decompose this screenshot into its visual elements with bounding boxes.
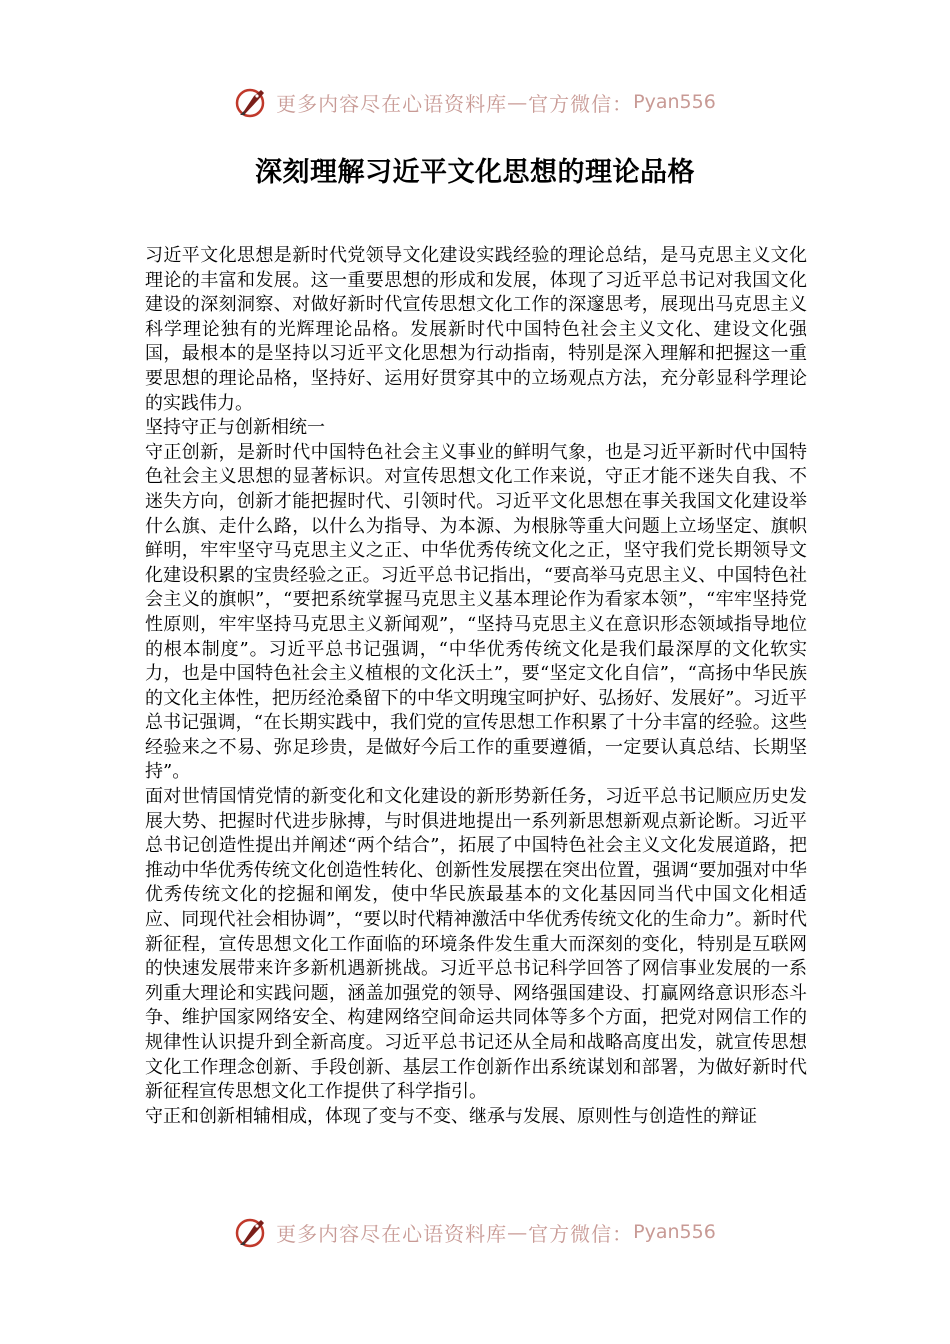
- footer-banner: [0, 1210, 950, 1254]
- banner-dash: —: [507, 1220, 529, 1244]
- pen-nib-logo-icon: [234, 1214, 270, 1250]
- section-heading: 坚持守正与创新相统一: [145, 417, 325, 439]
- banner-label: 官方微信：: [528, 1221, 634, 1246]
- paragraph: 守正创新，是新时代中国特色社会主义事业的鲜明气象，也是习近平新时代中国特色社会主义思想的显著标识。对宣传思想文化工作来说，守正才能不迷失自我、不迷失方向，创新才能把握时代、引领时代。习近平文化思想在事关我国文化建设举什么旗、走什么路，以什么为指导、为本源、为根脉等重大问题上立场坚定、旗帜鲜明，牢牢坚守马克思主义之正、中华优秀传统文化之正，坚守我们党长期领导文化建设积累的宝贵经验之正。习近平总书记指出，“要高举马克思主义、中国特色社会主义的旗帜”，“要把系统掌握马克思主义基本理论作为看家本领”，“牢牢坚持党性原则，牢牢坚持马克思主义新闻观”，“坚持马克思主义在意识形态领域指导地位的根本制度”。习近平总书记强调，“中华优秀传统文化是我们最深厚的文化软实力，也是中国特色社会主义植根的文化沃土”，要“坚定文化自信”，“高扬中华民族的文化主体性，把历经沧桑留下的中华文明瑰宝呵护好、弘扬好、发展好”。习近平总书记强调，“在长期实践中，我们党的宣传思想工作积累了十分丰富的经验。这些经验来之不易、弥足珍贵，是做好今后工作的重要遵循，一定要认真总结、长期坚持”。: [145, 441, 807, 783]
- banner-text: 更多内容尽在心语资料库: [276, 1221, 508, 1246]
- banner-dash: —: [507, 90, 529, 114]
- document-title: 深刻理解习近平文化思想的理论品格: [255, 157, 695, 188]
- banner-wechat-id: Pyan556: [633, 1221, 716, 1243]
- banner-label: 官方微信：: [528, 91, 634, 116]
- paragraph: 面对世情国情党情的新变化和文化建设的新形势新任务，习近平总书记顺应历史发展大势、把握时代进步脉搏，与时俱进地提出一系列新思想新观点新论断。习近平总书记创造性提出并阐述“两个结合”，拓展了中国特色社会主义文化发展道路，把推动中华优秀传统文化创造性转化、创新性发展摆在突出位置，强调“要加强对中华优秀传统文化的挖掘和阐发，使中华民族最基本的文化基因同当代中国文化相适应、同现代社会相协调”，“要以时代精神激活中华优秀传统文化的生命力”。新时代新征程，宣传思想文化工作面临的环境条件发生重大而深刻的变化，特别是互联网的快速发展带来许多新机遇新挑战。习近平总书记科学回答了网信事业发展的一系列重大理论和实践问题，涵盖加强党的领导、网络强国建设、打赢网络意识形态斗争、维护国家网络安全、构建网络空间命运共同体等多个方面，把党对网信工作的规律性认识提升到全新高度。习近平总书记还从全局和战略高度出发，就宣传思想文化工作理念创新、手段创新、基层工作创新作出系统谋划和部署，为做好新时代新征程宣传思想文化工作提供了科学指引。: [145, 786, 807, 1103]
- paragraph: 守正和创新相辅相成，体现了变与不变、继承与发展、原则性与创造性的辩证: [145, 1105, 757, 1127]
- banner-text: 更多内容尽在心语资料库: [276, 91, 508, 116]
- header-banner: [0, 80, 950, 124]
- banner-wechat-id: Pyan556: [633, 91, 716, 113]
- pen-nib-logo-icon: [234, 84, 270, 120]
- document-body: [145, 244, 807, 1129]
- paragraph-intro: 习近平文化思想是新时代党领导文化建设实践经验的理论总结，是马克思主义文化理论的丰富和发展。这一重要思想的形成和发展，体现了习近平总书记对我国文化建设的深刻洞察、对做好新时代宣传思想文化工作的深邃思考，展现出马克思主义科学理论独有的光辉理论品格。发展新时代中国特色社会主义文化、建设文化强国，最根本的是坚持以习近平文化思想为行动指南，特别是深入理解和把握这一重要思想的理论品格，坚持好、运用好贯穿其中的立场观点方法，充分彰显科学理论的实践伟力。: [145, 245, 807, 414]
